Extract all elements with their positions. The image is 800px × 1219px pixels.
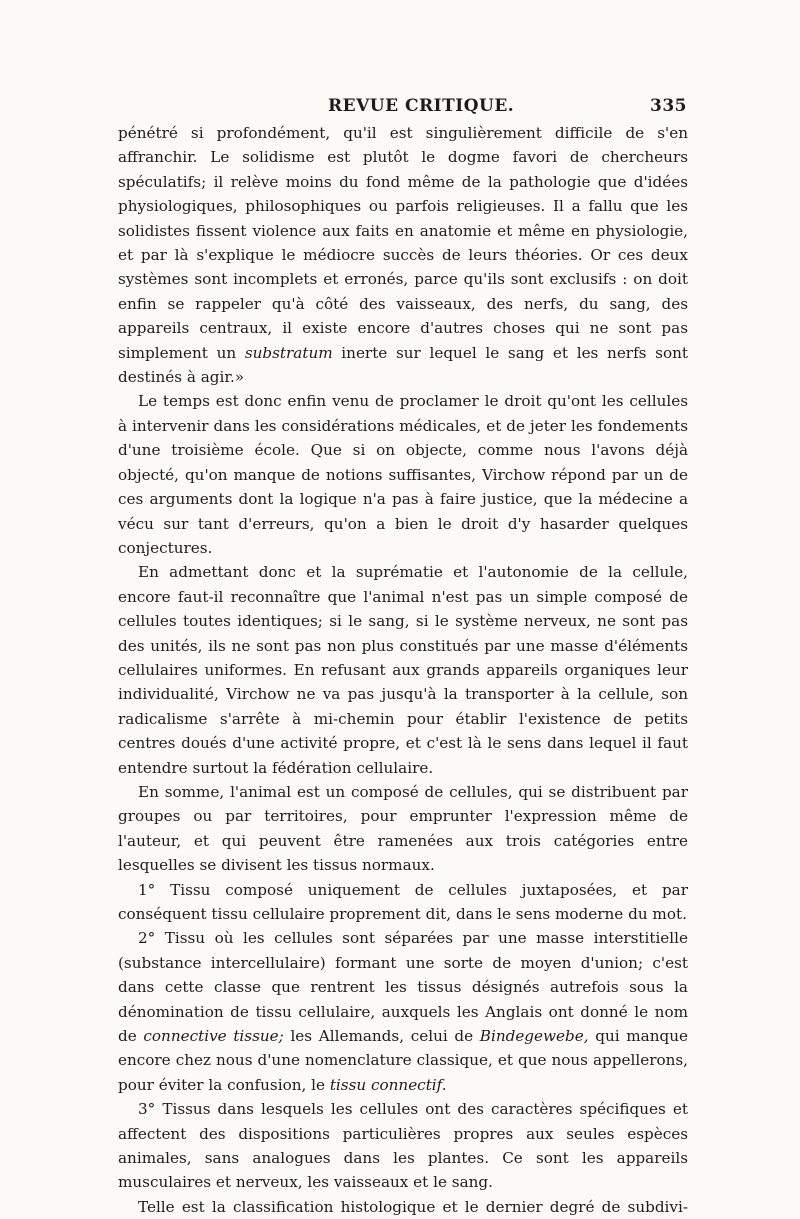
text-run: Telle est la classification histologique et le dernier degré de subdivi- <box>138 1197 688 1216</box>
italic-term: tissu connectif. <box>329 1075 447 1094</box>
paragraph <box>118 780 688 878</box>
page-number: 335 <box>650 96 687 116</box>
paragraph <box>118 878 688 927</box>
text-run: En somme, l'animal est un composé de cellules, qui se distribuent par groupes ou par territoires, pour emprunter l'expression même de l'auteur, et qui peuvent être ramenées aux trois catégories entre lesquelles se divisent les tissus normaux. <box>118 782 688 875</box>
running-title: REVUE CRITIQUE. <box>328 96 515 116</box>
running-header <box>0 96 800 120</box>
paragraph <box>118 389 688 560</box>
text-run: 1° Tissu composé uniquement de cellules juxtaposées, et par conséquent tissu cellulaire proprement dit, dans le sens moderne du mot. <box>118 880 688 923</box>
text-run: Le temps est donc enfin venu de proclamer le droit qu'ont les cellules à intervenir dans les considérations médicales, et de jeter les fondements d'une troisième école. Que si on objecte, comme nous l'avons déjà objecté, qu'on manque de notions suffisantes, Virchow répond par un de ces arguments dont la logique n'a pas à faire justice, que la médecine a vécu sur tant d'erreurs, qu'on a bien le droit d'y hasarder quelques conjectures. <box>118 392 688 557</box>
italic-term: substratum <box>244 343 333 362</box>
paragraph <box>118 560 688 780</box>
text-run: les Allemands, celui de <box>283 1027 480 1046</box>
text-run: 2° Tissu où les cellules sont séparées par une masse interstitielle (substance intercellulaire) formant une sorte de moyen d'union; c'est dans cette classe que rentrent les tissus désignés autrefois sous la dénomination de tissu cellulaire, auxquels les Anglais ont donné le nom de <box>118 929 688 1046</box>
paragraph <box>118 1097 688 1195</box>
text-run: inerte sur lequel le sang et les nerfs sont destinés à agir.» <box>118 343 688 387</box>
text-run: pénétré si profondément, qu'il est singulièrement difficile de s'en affranchir. Le solidisme est plutôt le dogme favori de chercheurs spéculatifs; il relève moins du fond même de la pathologie que d'idées physiologiques, philosophiques ou parfois religieuses. Il a fallu que les solidistes fissent violence aux faits en anatomie et même en physiologie, et par là s'explique le médiocre succès de leurs théories. Or ces deux systèmes sont incomplets et erronés, parce qu'ils sont exclusifs : on doit enfin se rappeler qu'à côté des vaisseaux, des nerfs, du sang, des appareils centraux, il existe encore d'autres choses qui ne sont pas simplement un <box>118 124 688 362</box>
italic-term: Bindegewebe, <box>479 1027 589 1046</box>
text-run: qui manque encore chez nous d'une nomenclature classique, et que nous appellerons, pour éviter la confusion, le <box>118 1027 689 1094</box>
paragraph <box>118 1195 688 1219</box>
text-run: En admettant donc et la suprématie et l'autonomie de la cellule, encore faut-il reconnaître que l'animal n'est pas un simple composé de cellules toutes identiques; si le sang, si le système nerveux, ne sont pas des unités, ils ne sont pas non plus constitués par une masse d'éléments cellulaires uniformes. En refusant aux grands appareils organiques leur individualité, Virchow ne va pas jusqu'à la transporter à la cellule, son radicalisme s'arrête à mi-chemin pour établir l'existence de petits centres doués d'une activité propre, et c'est là le sens dans lequel il faut entendre surtout la fédération cellulaire. <box>118 563 688 777</box>
body-text <box>118 121 688 1219</box>
text-run: 3° Tissus dans lesquels les cellules ont des caractères spécifiques et affectent des dispositions particulières propres aux seules espèces animales, sans analogues dans les plantes. Ce sont les appareils musculaires et nerveux, les vaisseaux et le sang. <box>118 1100 688 1192</box>
paragraph <box>118 926 688 1097</box>
paragraph <box>118 121 688 389</box>
italic-term: connective tissue; <box>143 1027 284 1046</box>
